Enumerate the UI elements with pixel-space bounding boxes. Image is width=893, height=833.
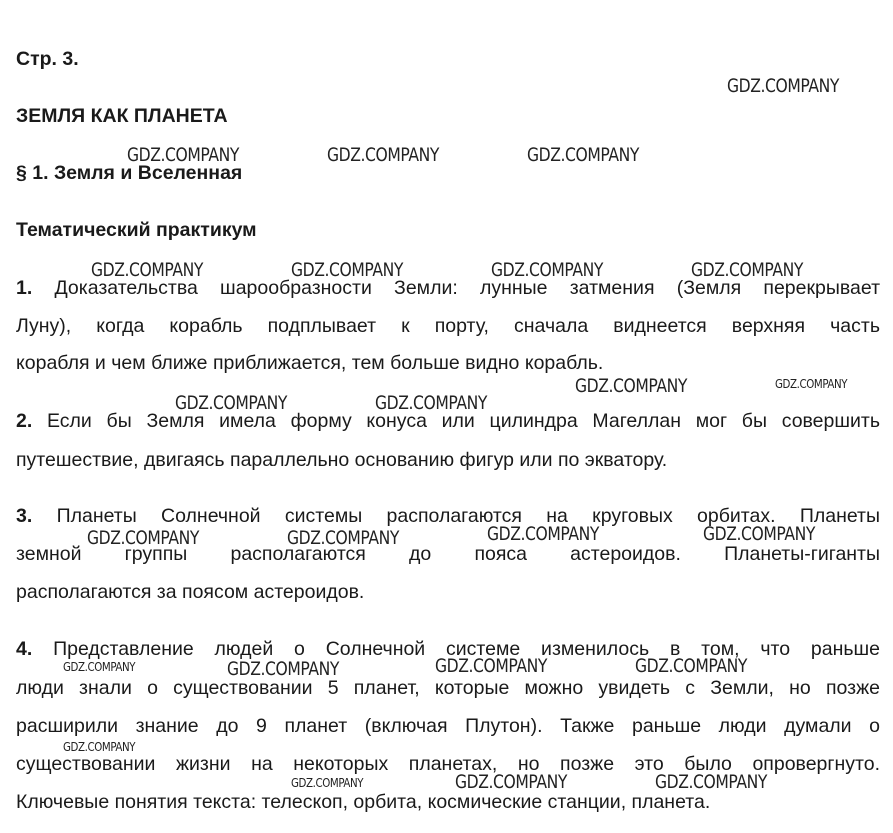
watermark: GDZ.COMPANY — [455, 771, 568, 793]
answer-4-line-1: 4. Представление людей о Солнечной системе изменилось в том, что раньше — [16, 638, 880, 660]
watermark: GDZ.COMPANY — [635, 655, 748, 677]
answer-1-number: 1. — [16, 277, 33, 299]
watermark: GDZ.COMPANY — [655, 771, 768, 793]
watermark: GDZ.COMPANY — [175, 392, 288, 414]
watermark: GDZ.COMPANY — [127, 144, 240, 166]
watermark: GDZ.COMPANY — [375, 392, 488, 414]
answer-1-line-1: 1. Доказательства шарообразности Земли: лунные затмения (Земля перекрывает — [16, 277, 880, 299]
watermark: GDZ.COMPANY — [703, 523, 816, 545]
answer-3-line-2: земной группы располагаются до пояса астероидов. Планеты-гиганты — [16, 543, 880, 565]
answer-4-number: 4. — [16, 638, 33, 660]
answer-3-line-1: 3. Планеты Солнечной системы располагаются на круговых орбитах. Планеты — [16, 505, 880, 527]
watermark: GDZ.COMPANY — [487, 523, 600, 545]
watermark: GDZ.COMPANY — [287, 527, 400, 549]
watermark: GDZ.COMPANY — [63, 659, 136, 674]
answer-4-line-4: существовании жизни на некоторых планетах, но позже это было опровергнуто. — [16, 753, 880, 775]
answer-1-line-2: Луну), когда корабль подплывает к порту, сначала виднеется верхняя часть — [16, 315, 880, 337]
answer-2-line-2: путешествие, двигаясь параллельно основанию фигур или по экватору. — [16, 449, 668, 471]
watermark: GDZ.COMPANY — [575, 375, 688, 397]
answer-4-line-2: люди знали о существовании 5 планет, которые можно увидеть с Земли, но позже — [16, 677, 880, 699]
subsection-title: Тематический практикум — [16, 219, 257, 241]
answer-4-line-5: Ключевые понятия текста: телескоп, орбита, космические станции, планета. — [16, 791, 711, 813]
watermark: GDZ.COMPANY — [435, 655, 548, 677]
watermark: GDZ.COMPANY — [691, 259, 804, 281]
watermark: GDZ.COMPANY — [727, 75, 840, 97]
watermark: GDZ.COMPANY — [327, 144, 440, 166]
watermark: GDZ.COMPANY — [63, 739, 136, 754]
watermark: GDZ.COMPANY — [775, 376, 848, 391]
answer-2-number: 2. — [16, 410, 33, 432]
answer-3-number: 3. — [16, 505, 33, 527]
watermark: GDZ.COMPANY — [291, 259, 404, 281]
answer-3-line-3: располагаются за поясом астероидов. — [16, 581, 365, 603]
watermark: GDZ.COMPANY — [491, 259, 604, 281]
watermark: GDZ.COMPANY — [527, 144, 640, 166]
answer-1-line-3: корабля и чем ближе приближается, тем больше видно корабль. — [16, 352, 604, 374]
answer-4-line-3: расширили знание до 9 планет (включая Плутон). Также раньше люди думали о — [16, 715, 880, 737]
watermark: GDZ.COMPANY — [87, 527, 200, 549]
section-title: § 1. Земля и Вселенная — [16, 162, 243, 184]
watermark: GDZ.COMPANY — [227, 658, 340, 680]
answer-2-line-1: 2. Если бы Земля имела форму конуса или цилиндра Магеллан мог бы совершить — [16, 410, 880, 432]
page-reference: Стр. 3. — [16, 48, 79, 70]
watermark: GDZ.COMPANY — [291, 775, 364, 790]
chapter-title: ЗЕМЛЯ КАК ПЛАНЕТА — [16, 105, 228, 127]
watermark: GDZ.COMPANY — [91, 259, 204, 281]
